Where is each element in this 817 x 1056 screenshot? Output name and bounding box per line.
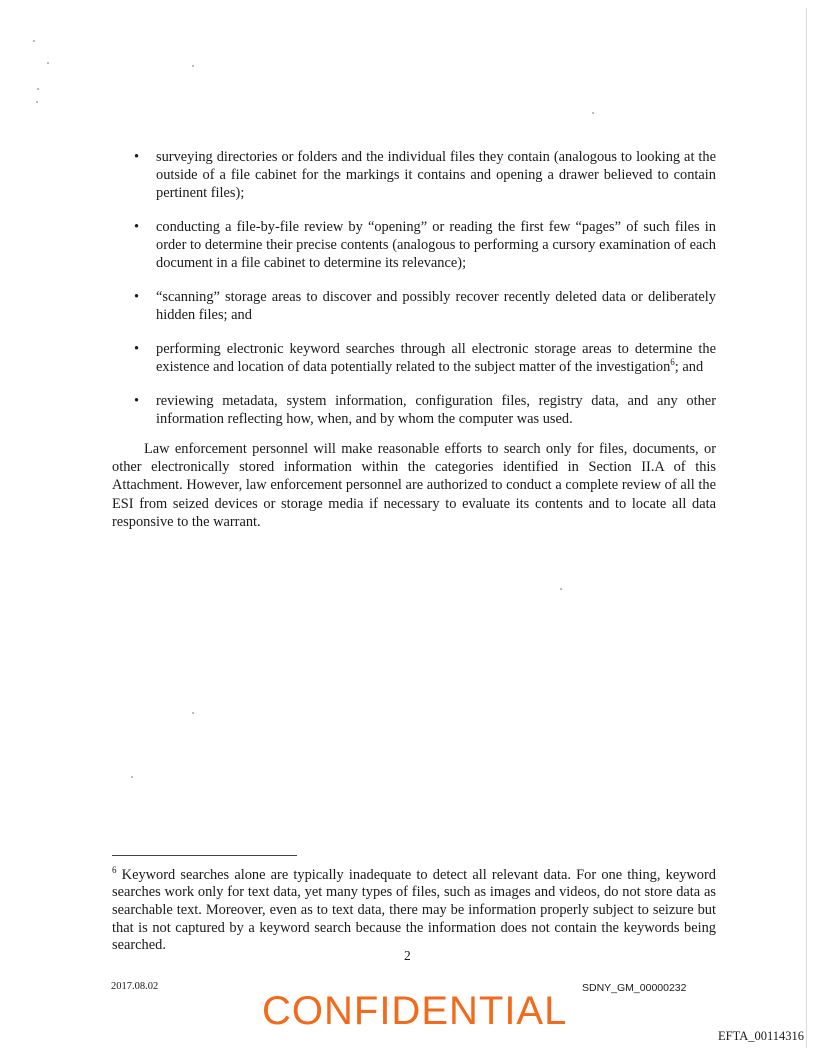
footnote-text: Keyword searches alone are typically inadequate to detect all relevant data. For one thing, keyword searches work only for text data, yet many types of files, such as images and videos, do not store data as searchable text. Moreover, even as to text data, there may be information properly subject to seizure but that is not captured by a keyword search because the information does not contain the keywords being searched. — [112, 866, 716, 954]
list-item — [134, 392, 716, 428]
page-number: 2 — [404, 948, 411, 963]
scan-speck — [37, 88, 39, 90]
bullet-icon: • — [134, 393, 140, 409]
list-item-text: performing electronic keyword searches through all electronic storage areas to determine the existence and location of data potentially related to the subject matter of the investigation — [156, 341, 716, 375]
scan-speck — [560, 588, 562, 590]
scan-speck — [192, 65, 194, 67]
list-item-text: conducting a file-by-file review by “opening” or reading the first few “pages” of such files in order to determine their precise contents (analogous to performing a cursory examination of each document in a file cabinet to determine its relevance); — [156, 219, 716, 271]
list-item-text: surveying directories or folders and the individual files they contain (analogous to looking at the outside of a file cabinet for the markings it contains and opening a drawer believed to contain pertinent files); — [156, 149, 716, 201]
search-methods-list — [134, 148, 716, 444]
scan-speck — [192, 712, 194, 714]
bullet-icon: • — [134, 341, 140, 357]
bullet-icon: • — [134, 149, 140, 165]
footnote-reference: 6 — [670, 357, 675, 368]
list-item — [134, 340, 716, 376]
bullet-icon: • — [134, 219, 140, 235]
date-stamp: 2017.08.02 — [111, 981, 159, 992]
body-paragraph: Law enforcement personnel will make reasonable efforts to search only for files, documents, or other electronically stored information within the categories identified in Section II.A of this Attachment. However, law enforcement personnel are authorized to conduct a complete review of all the ESI from seized devices or storage media if necessary to evaluate its contents and to locate all data responsive to the warrant. — [112, 441, 716, 530]
list-item-text: reviewing metadata, system information, configuration files, registry data, and any other information reflecting how, when, and by whom the computer was used. — [156, 393, 716, 427]
scan-speck — [131, 776, 133, 778]
list-item — [134, 148, 716, 202]
efta-number: EFTA_00114316 — [718, 1029, 805, 1043]
scan-speck — [592, 112, 594, 114]
scan-speck — [36, 101, 38, 103]
list-item-text: “scanning” storage areas to discover and possibly recover recently deleted data or deliberately hidden files; and — [156, 289, 716, 323]
scan-speck — [47, 62, 49, 64]
bullet-icon: • — [134, 289, 140, 305]
list-item-text-end: ; and — [674, 359, 704, 375]
page-edge-rule — [806, 8, 807, 1048]
bates-number: SDNY_GM_00000232 — [582, 982, 687, 994]
footnote — [112, 862, 716, 955]
scan-speck — [33, 40, 35, 42]
confidential-stamp: CONFIDENTIAL — [262, 989, 568, 1033]
footnote-separator — [112, 855, 297, 856]
list-item — [134, 288, 716, 324]
list-item — [134, 218, 716, 272]
footnote-number: 6 — [112, 865, 117, 875]
